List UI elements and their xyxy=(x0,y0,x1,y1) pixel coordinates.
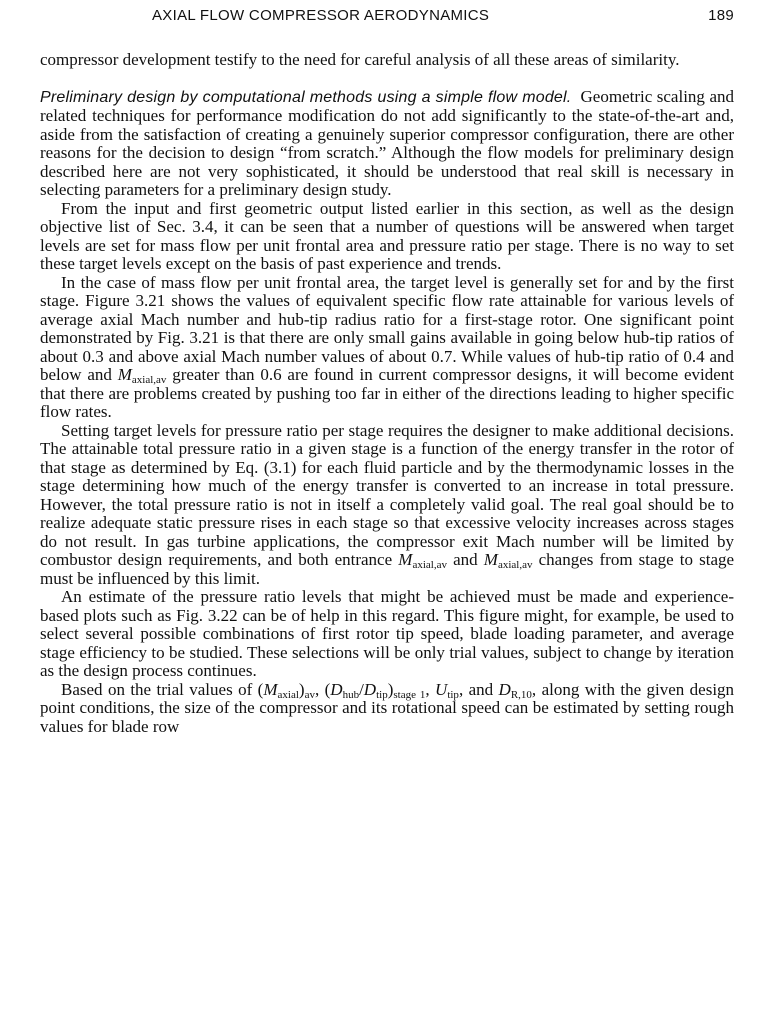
paragraph-text: Based on the trial values of xyxy=(61,679,253,699)
math-paren: ( xyxy=(324,679,331,699)
math-symbol: M xyxy=(117,365,132,384)
math-subscript: hub xyxy=(342,688,360,701)
math-subscript: stage 1 xyxy=(393,688,426,701)
math-paren: ( xyxy=(257,679,264,699)
paragraph-text: greater than 0.6 are found in current compressor designs, it will become evident that there are problems created by pushing too far in either of the directions leading to higher specific flow rates. xyxy=(40,365,735,421)
paragraph-estimate xyxy=(40,588,734,681)
math-symbol: M xyxy=(398,550,413,569)
math-slash: / xyxy=(359,679,364,699)
paragraph-text: An estimate of the pressure ratio levels that might be achieved must be made and experience-based plots such as Fig. 3.22 can be of help in this regard. This figure might, for example, be used to select several possible combinations of first rotor tip speed, blade loading parameter, and average stage efficiency to be studied. These selections will be only trial values, subject to change by iteration as the design process continues. xyxy=(40,587,734,680)
paragraph-text: In the case of mass flow per unit frontal area, the target level is generally set for and by the first stage. Figure 3.21 shows the values of equivalent specific flow rate attainable for various levels of average axial Mach number and hub-tip radius ratio for a first-stage rotor. One significant point demonstrated by Fig. 3.21 is that there are only small gains available in going below hub-tip ratios of about 0.3 and above axial Mach number values of about 0.7. While values of hub-tip ratio of 0.4 and below and xyxy=(40,272,734,384)
math-subscript: axial,av xyxy=(131,374,167,386)
book-page xyxy=(40,6,734,736)
paragraph-continuation xyxy=(40,51,734,70)
math-separator: , and xyxy=(458,679,494,699)
paragraph-text: compressor development testify to the need for careful analysis of all these areas of similarity. xyxy=(40,50,680,69)
math-subscript: R,10 xyxy=(510,688,532,701)
running-title: AXIAL FLOW COMPRESSOR AERODYNAMICS xyxy=(152,7,490,24)
math-symbol: D xyxy=(498,679,511,699)
paragraph-preliminary-design xyxy=(40,88,734,200)
math-subscript: tip xyxy=(376,688,388,701)
math-symbol: M xyxy=(483,550,498,569)
math-subscript: axial,av xyxy=(497,559,533,571)
paragraph-text: Geometric scaling and related techniques for performance modification do not add significantly to the state-of-the-art and, aside from the satisfaction of creating a genuinely superior compressor configuration, there are other reasons for the decision to design “from scratch.” Although the flow models for preliminary design described here are not very sophisticated, it should be understood that real skill is necessary in selecting parameters for a preliminary design study. xyxy=(40,86,734,199)
paragraph-text: changes from stage to stage must be influenced by this limit. xyxy=(40,550,735,588)
body-text xyxy=(40,51,734,736)
math-separator: , xyxy=(314,679,320,699)
math-subscript: axial xyxy=(277,688,299,701)
paragraph-text: From the input and first geometric output listed earlier in this section, as well as the design objective list of Sec. 3.4, it can be seen that a number of questions will be answered when target levels are set for mass flow per unit frontal area and pressure ratio per stage. There is no way to set these target levels except on the basis of past experience and trends. xyxy=(40,198,734,273)
runin-heading: Preliminary design by computational methods using a simple flow model. xyxy=(40,88,572,106)
math-paren: ) xyxy=(298,679,305,699)
paragraph-pressure-ratio xyxy=(40,422,734,589)
paragraph-target-levels xyxy=(40,200,734,274)
paragraph-text: and xyxy=(453,550,478,569)
paragraph-text: Setting target levels for pressure ratio per stage requires the designer to make additional decisions. The attainable total pressure ratio in a given stage is a function of the energy transfer in the rotor of that stage as determined by Eq. (3.1) for each fluid particle and by the thermodynamic losses in the stage determining how much of the energy transfer is converted to an increase in total pressure. However, the total pressure ratio is not in itself a completely valid goal. The real goal should be to realize adequate static pressure rises in each stage so that excessive velocity increases across stages do not result. In gas turbine applications, the compressor exit Mach number will be limited by combustor design requirements, and both entrance xyxy=(40,420,734,569)
math-subscript: av xyxy=(304,688,315,701)
math-paren: ) xyxy=(387,679,394,699)
math-symbol: M xyxy=(263,679,278,699)
paragraph-mass-flow xyxy=(40,274,734,422)
running-header xyxy=(40,6,734,28)
math-subscript: axial,av xyxy=(412,559,447,571)
math-symbol: U xyxy=(435,679,448,699)
paragraph-trial-values xyxy=(40,681,734,737)
math-subscript: tip xyxy=(447,688,459,701)
math-separator: , xyxy=(425,679,430,699)
page-number: 189 xyxy=(708,7,734,24)
math-symbol: D xyxy=(363,679,377,699)
math-symbol: D xyxy=(330,679,343,699)
paragraph-text: , along with the given design point conditions, the size of the compressor and its rotational speed can be estimated by setting rough values for blade row xyxy=(40,679,735,736)
